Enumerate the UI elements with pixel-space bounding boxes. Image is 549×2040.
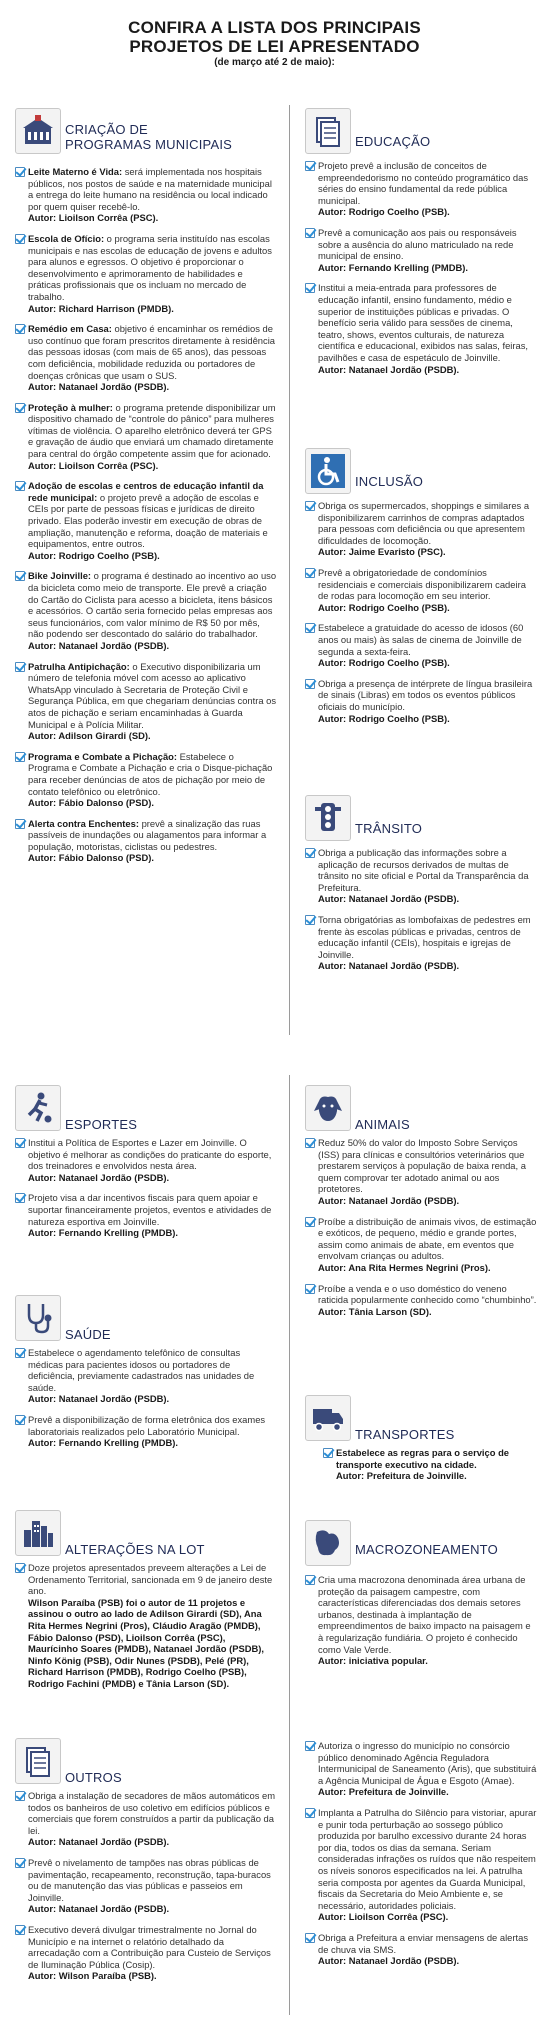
item-author: Autor: Natanael Jordão (PSDB). bbox=[28, 1903, 170, 1915]
item-lead: Patrulha Antipichação: bbox=[28, 660, 130, 672]
checkbox-icon bbox=[305, 283, 315, 293]
item-author: Autor: Rodrigo Coelho (PSB). bbox=[28, 549, 160, 561]
list-item bbox=[305, 1216, 537, 1274]
item-author: Autor: Lioilson Corrêa (PSC). bbox=[28, 212, 159, 224]
section-title: INCLUSÃO bbox=[355, 474, 424, 489]
item-text: Obriga a instalação de secadores de mãos automáticos em todos os banheiros de uso coletivo em edifícios públicos e comerciais que forem construídos a partir da publicação da lei. bbox=[28, 1790, 276, 1836]
list-item bbox=[15, 1857, 277, 1915]
item-text: Obriga os supermercados, shoppings e similares a disponibilizarem carrinhos de compras adaptados para pessoas com deficiência ou que apresentem dificuldades de locomoção. bbox=[318, 500, 530, 546]
item-author: Autor: iniciativa popular. bbox=[318, 1655, 428, 1667]
item-author: Autor: Natanael Jordão (PSDB). bbox=[318, 363, 460, 375]
list-item bbox=[305, 500, 537, 558]
item-text: Projeto prevê a inclusão de conceitos de empreendedorismo no conteúdo programático das séries do ensino fundamental da rede pública municipal. bbox=[318, 160, 529, 206]
item-lead: Leite Materno é Vida: bbox=[28, 166, 123, 177]
section-transito bbox=[305, 795, 537, 981]
list-item bbox=[305, 160, 537, 218]
item-author: Autor: Natanael Jordão (PSDB). bbox=[28, 381, 170, 393]
checkbox-icon bbox=[15, 234, 25, 244]
item-author: Autor: Natanael Jordão (PSDB). bbox=[318, 1194, 460, 1206]
section-outros bbox=[15, 1738, 277, 1991]
checkbox-icon bbox=[15, 1791, 25, 1801]
item-lead: Alerta contra Enchentes: bbox=[28, 817, 139, 829]
item-author: Autor: Natanael Jordão (PSDB). bbox=[318, 1955, 460, 1967]
column-divider-top bbox=[289, 105, 290, 1035]
item-author: Autor: Rodrigo Coelho (PSB). bbox=[318, 206, 450, 218]
item-author: Wilson Paraíba (PSB) foi o autor de 11 projetos e assinou o outro ao lado de Adilson Girardi (SD), Ana Rita Hermes Negrini (Pros), Cláudio Aragão (PMDB), Fábio Dalonso (PSD), Lioilson Corrêa (PSC), Maurícinho Soares (PMDB), Natanael Jordão (PSDB), Ninfo König (PSB), Odir Nunes (PSDB), Pelé (PR), Richard Harrison (PMDB), Rodrigo Coelho (PSB), Rodrigo Fachini (PMDB) e Tânia Larson (SD). bbox=[28, 1596, 264, 1689]
list-item bbox=[15, 1924, 277, 1982]
list-item bbox=[305, 567, 537, 613]
section-title: ANIMAIS bbox=[355, 1117, 410, 1132]
page-header bbox=[0, 18, 549, 69]
item-text: Obriga a publicação das informações sobre a aplicação de recursos derivados de multas de trânsito no site oficial e Portal da Transparência da Prefeitura. bbox=[318, 847, 529, 893]
checkbox-icon bbox=[305, 1138, 315, 1148]
checkbox-icon bbox=[305, 501, 315, 511]
soccer-player-icon bbox=[15, 1085, 61, 1131]
item-author: Autor: Prefeitura de Joinville. bbox=[336, 1470, 467, 1482]
list-item bbox=[305, 678, 537, 724]
item-author: Autor: Natanael Jordão (PSDB). bbox=[28, 639, 170, 651]
item-text: o Executivo disponibilizaria um número de telefonia móvel com acesso ao aplicativo WhatsApp vinculado à Secretaria de Proteção Civil e Segurança Pública, em que chegariam denúncias contra os atos de pichação e seriam encaminhadas à Guarda Municipal e à Polícia Militar. bbox=[28, 660, 277, 730]
item-author: Autor: Rodrigo Coelho (PSB). bbox=[318, 601, 450, 613]
checkbox-icon bbox=[15, 752, 25, 762]
list-item bbox=[15, 1562, 277, 1690]
section-alteracoes-lot bbox=[15, 1510, 277, 1699]
section-transportes bbox=[305, 1395, 537, 1491]
item-text: Proíbe a venda e o uso doméstico do veneno raticida popularmente conhecido como “chumbinho”. bbox=[318, 1282, 537, 1306]
item-text: Prevê o nivelamento de tampões nas obras públicas de pavimentação, recapeamento, reconstrução, tapa-buracos ou de manutenção das vias públicas e passeios em Joinville. bbox=[28, 1856, 271, 1903]
item-lead: Programa e Combate a Pichação: bbox=[28, 750, 178, 762]
traffic-light-icon bbox=[305, 795, 351, 841]
checkbox-icon bbox=[15, 403, 25, 413]
list-item bbox=[15, 402, 277, 472]
list-item bbox=[15, 166, 277, 224]
section-title: OUTROS bbox=[65, 1770, 122, 1785]
item-text: o projeto prevê a adoção de escolas e CEIs por parte de pessoas físicas e jurídicas de direito privado. Elas poderão investir em execução de obras de ampliação, manutenção e reforma, doação de materiais e equipamentos, entre outros. bbox=[28, 491, 268, 550]
section-saude bbox=[15, 1295, 277, 1458]
checkbox-icon bbox=[305, 568, 315, 578]
item-text: será implementada nos hospitais públicos, nos postos de saúde e na maternidade municipal a entrega do leite humano na residência ou local indicado por quem quiser recebê-lo. bbox=[28, 166, 272, 212]
section-title-line-2: PROGRAMAS MUNICIPAIS bbox=[65, 137, 233, 152]
section-title: TRÂNSITO bbox=[355, 821, 423, 836]
list-item bbox=[15, 1790, 277, 1848]
item-text: o programa pretende disponibilizar um dispositivo chamado de “controle do pânico” para mulheres vítimas de violência. O aparelho eletrônico deverá ter GPS e gravação de áudio que enviará um chamado diretamente para central do órgão competente assim que for acionado. bbox=[28, 401, 276, 460]
entry-list bbox=[305, 1447, 537, 1482]
checkbox-icon bbox=[15, 481, 25, 491]
section-macrozoneamento bbox=[305, 1520, 537, 1676]
item-author: Autor: Natanael Jordão (PSDB). bbox=[28, 1393, 170, 1405]
item-lead: Proteção à mulher: bbox=[28, 401, 113, 413]
item-text: Prevê a obrigatoriedade de condomínios residenciais e comerciais disponibilizarem cadeira de rodas para locomoção em seu interior. bbox=[318, 566, 526, 602]
checkbox-icon bbox=[15, 167, 25, 177]
item-text: Obriga a presença de intérprete de língua brasileira de sinais (Libras) em todos os eventos públicos oficiais do município. bbox=[318, 677, 533, 712]
headline-subtitle: (de março até 2 de maio): bbox=[214, 57, 335, 68]
dog-icon bbox=[305, 1085, 351, 1131]
city-skyline-icon bbox=[15, 1510, 61, 1556]
checkbox-icon bbox=[15, 662, 25, 672]
entry-list bbox=[15, 166, 277, 864]
checkbox-icon bbox=[15, 1193, 25, 1203]
item-lead: Estabelece as regras para o serviço de transporte executivo na cidade. bbox=[336, 1447, 510, 1470]
list-item bbox=[305, 1283, 537, 1318]
section-animais bbox=[305, 1085, 537, 1326]
item-text: Estabelece a gratuidade do acesso de idosos (60 anos ou mais) às salas de cinema de Joinville de segunda a sexta-feira. bbox=[318, 622, 524, 657]
checkbox-icon bbox=[305, 848, 315, 858]
checkbox-icon bbox=[305, 1808, 315, 1818]
checkbox-icon bbox=[15, 324, 25, 334]
checkbox-icon bbox=[305, 228, 315, 238]
entry-list bbox=[15, 1347, 277, 1449]
item-author: Autor: Lioilson Corrêa (PSC). bbox=[318, 1911, 449, 1923]
list-item bbox=[15, 1137, 277, 1183]
item-text: Estabelece o Programa e Combate a Pichação e cria o Disque-pichação para receber denúncias de atos de pichação por meio de contato telefônico ou eletrônico. bbox=[28, 750, 273, 797]
list-item bbox=[15, 751, 277, 809]
checkbox-icon bbox=[15, 571, 25, 581]
list-item bbox=[305, 622, 537, 668]
section-title: SAÚDE bbox=[65, 1327, 111, 1342]
documents-icon bbox=[15, 1738, 61, 1784]
item-lead: Bike Joinville: bbox=[28, 570, 92, 582]
section-title: MACROZONEAMENTO bbox=[355, 1542, 498, 1557]
item-author: Autor: Natanael Jordão (PSDB). bbox=[28, 1171, 170, 1183]
item-author: Autor: Adilson Girardi (SD). bbox=[28, 730, 151, 742]
item-text: Reduz 50% do valor do Imposto Sobre Serviços (ISS) para clínicas e consultórios veterinários que prestarem serviços à população de baixa renda, a quem comprovar ter adotado animal ou aos protetores. bbox=[318, 1137, 526, 1195]
item-author: Autor: Fábio Dalonso (PSD). bbox=[28, 797, 155, 809]
checkbox-icon bbox=[305, 161, 315, 171]
truck-icon bbox=[305, 1395, 351, 1441]
section-educacao bbox=[305, 108, 537, 384]
entry-list bbox=[305, 160, 537, 375]
list-item bbox=[305, 1740, 537, 1798]
item-text: Proíbe a distribuição de animais vivos, de estimação e exóticos, de pequeno, médio e grande portes, assim como animais de abate, em eventos que envolvam crianças ou adultos. bbox=[318, 1215, 537, 1262]
city-hall-icon bbox=[15, 108, 61, 154]
wheelchair-icon bbox=[305, 448, 351, 494]
checkbox-icon bbox=[15, 1858, 25, 1868]
entry-list bbox=[305, 1137, 537, 1317]
documents-icon bbox=[305, 108, 351, 154]
item-author: Autor: Rodrigo Coelho (PSB). bbox=[318, 657, 450, 669]
checkbox-icon bbox=[305, 1741, 315, 1751]
item-text: Estabelece o agendamento telefônico de consultas médicas para pacientes idosos ou portadores de deficiência, previamente cadastrados nas unidades de saúde. bbox=[28, 1347, 255, 1393]
list-item bbox=[15, 1347, 277, 1405]
list-item bbox=[305, 282, 537, 375]
checkbox-icon bbox=[305, 623, 315, 633]
item-author: Autor: Natanael Jordão (PSDB). bbox=[318, 893, 460, 905]
section-title: CRIAÇÃO DE bbox=[65, 122, 148, 137]
item-text: Projeto visa a dar incentivos fiscais para quem apoiar e suportar financeiramente projetos, eventos e atividades de natureza esportiva em Joinville. bbox=[28, 1192, 272, 1227]
item-text: Executivo deverá divulgar trimestralmente no Jornal do Município e na internet o relatório detalhado da arrecadação com a Contribuição para Custeio de Serviços de Iluminação Pública (Cosip). bbox=[28, 1923, 271, 1970]
column-divider-bottom bbox=[289, 1075, 290, 2015]
headline-line-1: CONFIRA A LISTA DOS PRINCIPAIS bbox=[128, 18, 421, 37]
item-author: Autor: Prefeitura de Joinville. bbox=[318, 1786, 449, 1798]
entry-list bbox=[305, 1574, 537, 1667]
list-item bbox=[15, 1192, 277, 1238]
item-author: Autor: Richard Harrison (PMDB). bbox=[28, 302, 174, 314]
item-lead: Remédio em Casa: bbox=[28, 323, 112, 335]
item-text: Prevê a disponibilização de forma eletrônica dos exames laboratoriais realizados pelo Laboratório Municipal. bbox=[28, 1413, 266, 1437]
checkbox-icon bbox=[305, 679, 315, 689]
item-text: Autoriza o ingresso do município no consórcio público denominado Agência Reguladora Intermunicipal de Saneamento (Aris), que substituirá a Agência Municipal de Água e Esgoto (Amae). bbox=[318, 1740, 537, 1786]
item-lead: Adoção de escolas e centros de educação infantil da rede municipal: bbox=[28, 480, 264, 503]
checkbox-icon bbox=[305, 1933, 315, 1943]
section-title: EDUCAÇÃO bbox=[355, 134, 431, 149]
list-item bbox=[305, 1932, 537, 1967]
item-text: Prevê a comunicação aos pais ou responsáveis sobre a ausência do aluno matriculado na rede municipal de ensino. bbox=[318, 226, 517, 262]
item-text: Institui a meia-entrada para professores de educação infantil, ensino fundamento, médio e superior de instituições públicas e privadas. O benefício seria válido para sessões de cinema, teatro, shows, eventos culturais, de natureza científica e educacional, exibidos nas salas, feiras, pavilhões e casa de espetáculo de Joinville. bbox=[318, 282, 529, 363]
list-item bbox=[305, 1574, 537, 1667]
list-item bbox=[305, 1807, 537, 1923]
list-item bbox=[305, 1137, 537, 1207]
checkbox-icon bbox=[15, 1348, 25, 1358]
item-author: Autor: Rodrigo Coelho (PSB). bbox=[318, 712, 450, 724]
section-title: ESPORTES bbox=[65, 1117, 138, 1132]
entry-list bbox=[305, 847, 537, 972]
item-author: Autor: Lioilson Corrêa (PSC). bbox=[28, 459, 159, 471]
list-item bbox=[15, 661, 277, 742]
item-author: Autor: Jaime Evaristo (PSC). bbox=[318, 546, 446, 558]
list-item bbox=[15, 323, 277, 393]
headline-line-2: PROJETOS DE LEI APRESENTADO bbox=[129, 37, 420, 56]
section-criacao bbox=[15, 108, 277, 873]
item-text: Institui a Política de Esportes e Lazer em Joinville. O objetivo é melhorar as condições do praticante do esporte, dos treinadores e envolvidos nesta área. bbox=[28, 1137, 272, 1172]
list-item bbox=[15, 480, 277, 561]
checkbox-icon bbox=[15, 1415, 25, 1425]
item-text: Obriga a Prefeitura a enviar mensagens de alertas de chuva via SMS. bbox=[318, 1931, 529, 1955]
item-text: prevê a sinalização das ruas passíveis de inundações ou alagamentos para informar a população, motoristas, ciclistas ou pedestres. bbox=[28, 817, 267, 852]
entry-list bbox=[15, 1137, 277, 1239]
item-text: Implanta a Patrulha do Silêncio para vistoriar, apurar e punir toda perturbação ao sossego público produzida por barulho excessivo durante 24 horas por dia, todos os dias da semana. Seriam consideradas infrações os ruídos que não respeitem os níveis sonoros especificados na lei. A patrulha seria composta por agentes da Guarda Municipal, fiscais da Secretaria do Meio Ambiente e, se necessário, autoridades policiais. bbox=[318, 1806, 537, 1911]
item-lead: Escola de Ofício: bbox=[28, 232, 105, 244]
list-item bbox=[305, 914, 537, 972]
checkbox-icon bbox=[305, 1575, 315, 1585]
item-author: Autor: Tânia Larson (SD). bbox=[318, 1305, 432, 1317]
section-outros-continued bbox=[305, 1740, 537, 1976]
section-title: ALTERAÇÕES NA LOT bbox=[65, 1542, 205, 1557]
item-text: o programa é destinado ao incentivo ao uso da bicicleta como meio de transporte. Ele prevê a criação do Cartão do Ciclista para acesso a bicicleta, itens básicos e acessórios. O cartão seria fornecido pelas empresas aos seus funcionários, com valor mínimo de R$ 50 por mês, não podendo ser descontado do salário do trabalhador. bbox=[28, 570, 277, 640]
section-title: TRANSPORTES bbox=[355, 1427, 455, 1442]
item-text: Cria uma macrozona denominada área urbana de proteção da paisagem campestre, com características diferenciadas dos demais setores urbanos, destinada à implantação de empreendimentos de baixo impacto na paisagem e à regularização fundiária. O projeto é conhecido como Vale Verde. bbox=[318, 1574, 531, 1655]
item-author: Autor: Ana Rita Hermes Negrini (Pros). bbox=[318, 1261, 491, 1273]
item-author: Autor: Natanael Jordão (PSDB). bbox=[28, 1836, 170, 1848]
map-icon bbox=[305, 1520, 351, 1566]
section-inclusao bbox=[305, 448, 537, 733]
checkbox-icon bbox=[305, 915, 315, 925]
checkbox-icon bbox=[305, 1217, 315, 1227]
checkbox-icon bbox=[323, 1448, 333, 1458]
checkbox-icon bbox=[15, 819, 25, 829]
checkbox-icon bbox=[305, 1284, 315, 1294]
entry-list bbox=[15, 1790, 277, 1982]
list-item bbox=[15, 233, 277, 314]
item-author: Autor: Fernando Krelling (PMDB). bbox=[318, 261, 468, 273]
checkbox-icon bbox=[15, 1138, 25, 1148]
item-author: Autor: Wilson Paraíba (PSB). bbox=[28, 1970, 157, 1982]
item-text: Doze projetos apresentados preveem alterações a Lei de Ordenamento Territorial, sancionada em 9 de janeiro deste ano. bbox=[28, 1562, 273, 1597]
item-text: objetivo é encaminhar os remédios de uso contínuo que foram prescritos diretamente à residência das pessoas idosas (com mais de 65 anos), das pessoas com deficiência, mobilidade reduzida ou portadores de doenças crônicas que usam o SUS. bbox=[28, 323, 276, 381]
checkbox-icon bbox=[15, 1925, 25, 1935]
item-author: Autor: Natanael Jordão (PSDB). bbox=[318, 960, 460, 972]
list-item bbox=[15, 570, 277, 651]
list-item bbox=[305, 227, 537, 273]
entry-list bbox=[305, 500, 537, 724]
item-author: Autor: Fernando Krelling (PMDB). bbox=[28, 1227, 178, 1239]
entry-list bbox=[305, 1740, 537, 1967]
list-item bbox=[305, 847, 537, 905]
list-item bbox=[15, 1414, 277, 1449]
list-item bbox=[15, 818, 277, 864]
section-esportes bbox=[15, 1085, 277, 1248]
list-item bbox=[323, 1447, 537, 1482]
item-text: o programa seria instituído nas escolas municipais e nas escolas de educação de jovens e adultos para alunos e egressos. O objetivo é proporcionar o desenvolvimento e aprimoramento de habilidades e práticas profissionais que os incluam no mercado de trabalho. bbox=[28, 232, 272, 302]
item-text: Torna obrigatórias as lombofaixas de pedestres em frente às escolas públicas e privadas, centros de educação infantil (CEIs), hospitais e igrejas de Joinville. bbox=[318, 913, 531, 960]
checkbox-icon bbox=[15, 1563, 25, 1573]
item-author: Autor: Fábio Dalonso (PSD). bbox=[28, 852, 155, 864]
item-author: Autor: Fernando Krelling (PMDB). bbox=[28, 1437, 178, 1449]
entry-list bbox=[15, 1562, 277, 1690]
stethoscope-icon bbox=[15, 1295, 61, 1341]
